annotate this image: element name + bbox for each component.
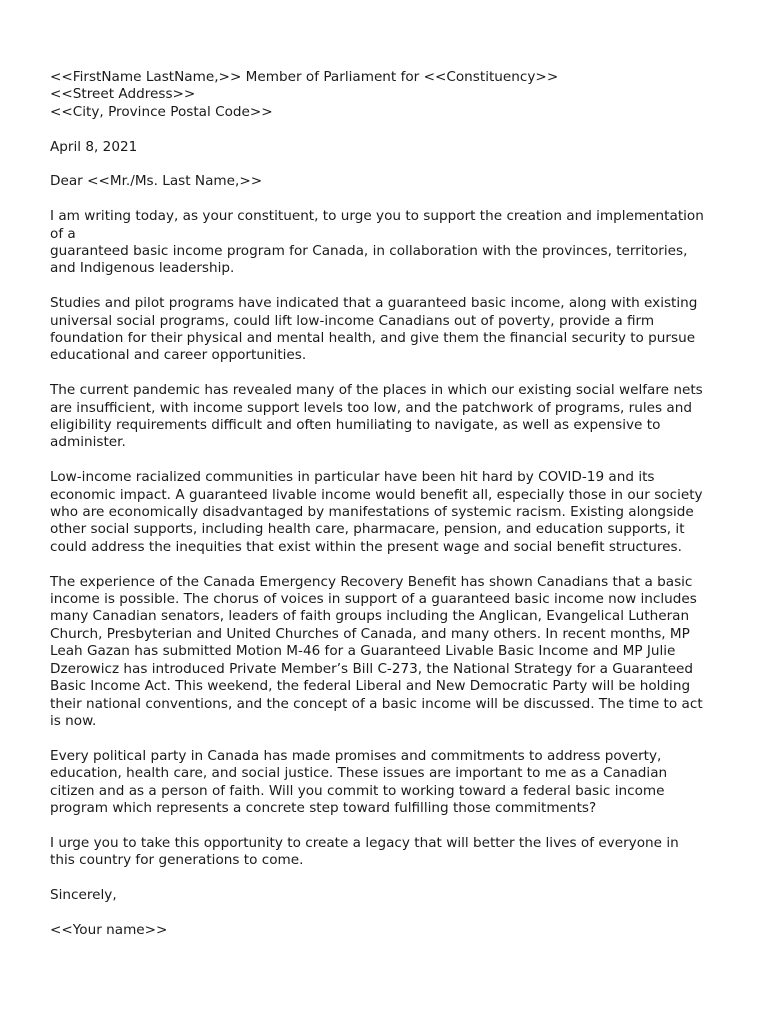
paragraph-7 xyxy=(50,835,730,870)
paragraph-line: of a xyxy=(50,225,76,242)
paragraph-line: The current pandemic has revealed many of the places in which our existing social welfare nets xyxy=(50,382,703,399)
paragraph-line: program which represents a concrete step toward fulfilling those commitments? xyxy=(50,799,597,816)
paragraph-2 xyxy=(50,295,730,365)
signature xyxy=(50,922,730,939)
paragraph-4 xyxy=(50,469,730,556)
paragraph-line: income is possible. The chorus of voices in support of a guaranteed basic income now includes xyxy=(50,591,697,608)
paragraph-line: I urge you to take this opportunity to create a legacy that will better the lives of everyone in xyxy=(50,834,679,851)
paragraph-line: education, health care, and social justice. These issues are important to me as a Canadian xyxy=(50,765,668,782)
paragraph-line: eligibility requirements difficult and often humiliating to navigate, as well as expensive to xyxy=(50,417,661,434)
paragraph-line: are insufficient, with income support levels too low, and the patchwork of programs, rules and xyxy=(50,399,693,416)
paragraph-line: educational and career opportunities. xyxy=(50,347,307,364)
paragraph-line: Every political party in Canada has made promises and commitments to address poverty, xyxy=(50,747,662,764)
paragraph-line: many Canadian senators, leaders of faith groups including the Anglican, Evangelical Lutheran xyxy=(50,608,690,625)
paragraph-line: their national conventions, and the concept of a basic income will be discussed. The time to act xyxy=(50,695,703,712)
paragraph-line: Basic Income Act. This weekend, the federal Liberal and New Democratic Party will be holding xyxy=(50,678,691,695)
letter-date xyxy=(50,139,730,156)
addressee-line: <<FirstName LastName,>> Member of Parliament for <<Constituency>> xyxy=(50,69,559,85)
paragraph-line: who are economically disadvantaged by manifestations of systemic racism. Existing alongside xyxy=(50,504,694,521)
salutation-text: Dear <<Mr./Ms. Last Name,>> xyxy=(50,173,263,190)
city-province-line: <<City, Province Postal Code>> xyxy=(50,103,273,120)
paragraph-3 xyxy=(50,382,730,452)
paragraph-1 xyxy=(50,208,730,278)
paragraph-line: Low-income racialized communities in particular have been hit hard by COVID-19 and its xyxy=(50,469,655,486)
paragraph-line: economic impact. A guaranteed livable income would benefit all, especially those in our society xyxy=(50,486,703,503)
paragraph-line: Dzerowicz has introduced Private Member’s Bill C-273, the National Strategy for a Guaranteed xyxy=(50,660,693,677)
paragraph-6 xyxy=(50,748,730,818)
paragraph-line: and Indigenous leadership. xyxy=(50,260,235,277)
paragraph-line: this country for generations to come. xyxy=(50,852,304,869)
paragraph-line: citizen and as a person of faith. Will you commit to working toward a federal basic income xyxy=(50,782,665,799)
address-block xyxy=(50,69,730,121)
salutation xyxy=(50,173,730,190)
paragraph-line: foundation for their physical and mental health, and give them the financial security to pursue xyxy=(50,330,696,347)
paragraph-line: administer. xyxy=(50,434,126,451)
paragraph-line: is now. xyxy=(50,712,97,729)
paragraph-line: guaranteed basic income program for Canada, in collaboration with the provinces, territories, xyxy=(50,243,688,260)
paragraph-5 xyxy=(50,574,730,731)
paragraph-line: Church, Presbyterian and United Churches of Canada, and many others. In recent months, MP xyxy=(50,625,690,642)
closing-text: Sincerely, xyxy=(50,886,117,903)
paragraph-line: other social supports, including health care, pharmacare, pension, and education supports, it xyxy=(50,521,685,538)
closing xyxy=(50,887,730,904)
paragraph-line: Leah Gazan has submitted Motion M-46 for a Guaranteed Livable Basic Income and MP Julie xyxy=(50,643,676,660)
paragraph-line: The experience of the Canada Emergency Recovery Benefit has shown Canadians that a basic xyxy=(50,573,693,590)
signature-placeholder: <<Your name>> xyxy=(50,921,168,938)
paragraph-line: Studies and pilot programs have indicated that a guaranteed basic income, along with existing xyxy=(50,295,698,312)
date-text: April 8, 2021 xyxy=(50,138,138,155)
street-address-line: <<Street Address>> xyxy=(50,86,196,103)
letter-page xyxy=(50,69,730,957)
paragraph-line: universal social programs, could lift low-income Canadians out of poverty, provide a firm xyxy=(50,312,655,329)
paragraph-line: could address the inequities that exist within the present wage and social benefit structures. xyxy=(50,538,682,555)
paragraph-line: I am writing today, as your constituent, to urge you to support the creation and implementation xyxy=(50,208,704,225)
